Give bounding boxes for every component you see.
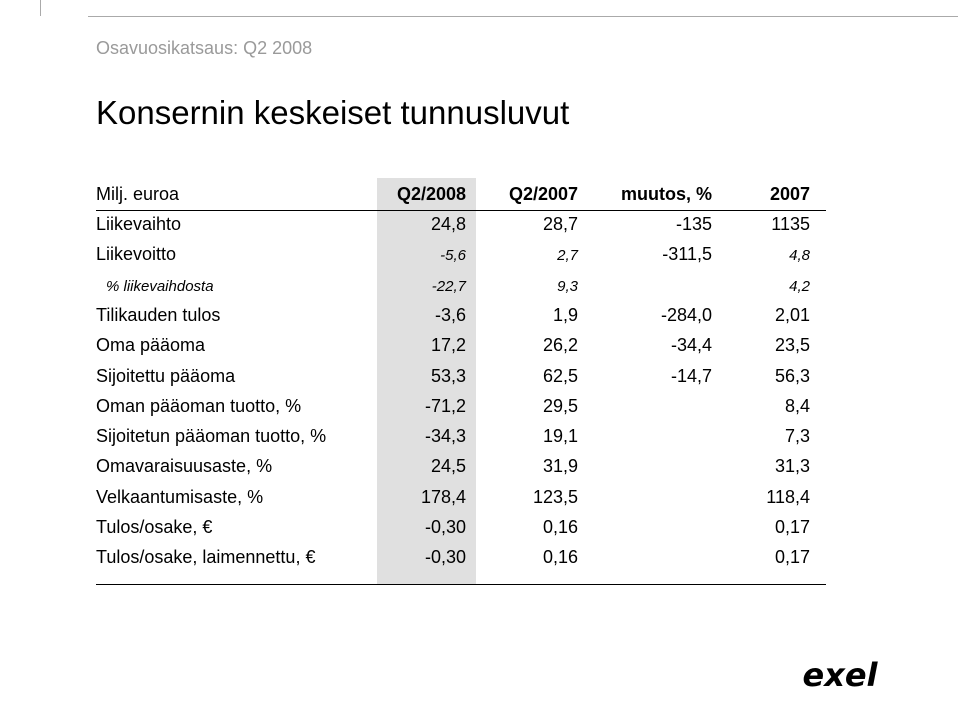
value-2007: 0,17 [774, 547, 810, 568]
value-2007: 23,5 [774, 335, 810, 356]
table-row [96, 547, 818, 577]
table-row [96, 244, 818, 274]
value-q2-2008: -0,30 [424, 517, 466, 537]
value-2007: 118,4 [766, 486, 810, 507]
value-q2-2008: 53,3 [430, 365, 466, 386]
row-label: Tulos/osake, € [96, 517, 213, 537]
value-q2-2007: 2,7 [557, 247, 578, 265]
value-q2-2007: 0,16 [542, 547, 578, 568]
table-row [96, 487, 818, 517]
value-2007: 4,2 [789, 277, 810, 295]
table-row [96, 366, 818, 396]
value-2007: 2,01 [774, 304, 810, 325]
row-label: Oma pääoma [96, 335, 206, 356]
row-label: Tilikauden tulos [96, 304, 221, 325]
value-2007: 56,3 [774, 365, 810, 386]
page-title: Konsernin keskeiset tunnusluvut [96, 94, 570, 131]
value-change: -135 [675, 214, 712, 234]
value-q2-2008: -0,30 [424, 547, 466, 568]
row-label: Omavaraisuusaste, % [96, 456, 273, 477]
header-q2-2007: Q2/2007 [508, 184, 578, 204]
table-row [96, 214, 818, 244]
value-q2-2007: 31,9 [542, 456, 578, 477]
table-row [96, 275, 818, 305]
header-2007: 2007 [769, 184, 810, 204]
value-q2-2007: 19,1 [542, 426, 578, 447]
value-q2-2008: -22,7 [431, 277, 466, 295]
top-rule [88, 16, 958, 17]
row-label: Sijoitettu pääoma [96, 365, 236, 386]
row-label: Tulos/osake, laimennettu, € [96, 547, 316, 568]
value-q2-2008: -3,6 [434, 304, 466, 325]
value-q2-2008: 24,8 [430, 214, 466, 234]
value-q2-2008: 178,4 [420, 486, 466, 507]
exel-logo-icon [786, 658, 894, 692]
value-change: -14,7 [670, 365, 712, 386]
row-label: Oman pääoman tuotto, % [96, 395, 302, 416]
row-label: % liikevaihdosta [106, 277, 214, 295]
value-q2-2008: -5,6 [440, 247, 466, 265]
table-row [96, 456, 818, 486]
value-2007: 31,3 [774, 456, 810, 477]
value-2007: 4,8 [789, 247, 810, 265]
value-q2-2007: 123,5 [532, 486, 578, 507]
row-label: Liikevoitto [96, 244, 177, 265]
bottom-rule [96, 584, 826, 585]
value-q2-2007: 28,7 [542, 214, 578, 234]
header-rule [96, 210, 826, 211]
row-label: Velkaantumisaste, % [96, 486, 264, 507]
value-2007: 8,4 [784, 395, 810, 416]
value-change: -34,4 [670, 335, 712, 356]
value-q2-2007: 1,9 [552, 304, 578, 325]
value-2007: 7,3 [784, 426, 810, 447]
value-change: -311,5 [662, 244, 712, 265]
value-q2-2007: 29,5 [542, 395, 578, 416]
value-q2-2007: 26,2 [542, 335, 578, 356]
value-q2-2008: -34,3 [424, 426, 466, 447]
header-q2-2008: Q2/2008 [396, 184, 466, 204]
table-row [96, 335, 818, 365]
header-unit: Milj. euroa [96, 184, 180, 204]
value-change: -284,0 [660, 304, 712, 325]
table-header [96, 184, 818, 212]
report-subtitle: Osavuosikatsaus: Q2 2008 [96, 38, 313, 58]
value-q2-2007: 9,3 [557, 277, 578, 295]
value-q2-2007: 62,5 [542, 365, 578, 386]
value-q2-2008: 24,5 [430, 456, 466, 477]
value-q2-2008: -71,2 [424, 395, 466, 416]
row-label: Liikevaihto [96, 214, 182, 234]
table-row [96, 517, 818, 547]
table-row [96, 426, 818, 456]
top-tick-line [40, 0, 41, 16]
header-change: muutos, % [620, 184, 712, 204]
table-row [96, 396, 818, 426]
value-2007: 0,17 [774, 517, 810, 537]
value-q2-2008: 17,2 [430, 335, 466, 356]
logo-text: exel [802, 658, 878, 692]
value-q2-2007: 0,16 [542, 517, 578, 537]
row-label: Sijoitetun pääoman tuotto, % [96, 426, 327, 447]
value-2007: 1135 [771, 214, 810, 234]
table-row [96, 305, 818, 335]
